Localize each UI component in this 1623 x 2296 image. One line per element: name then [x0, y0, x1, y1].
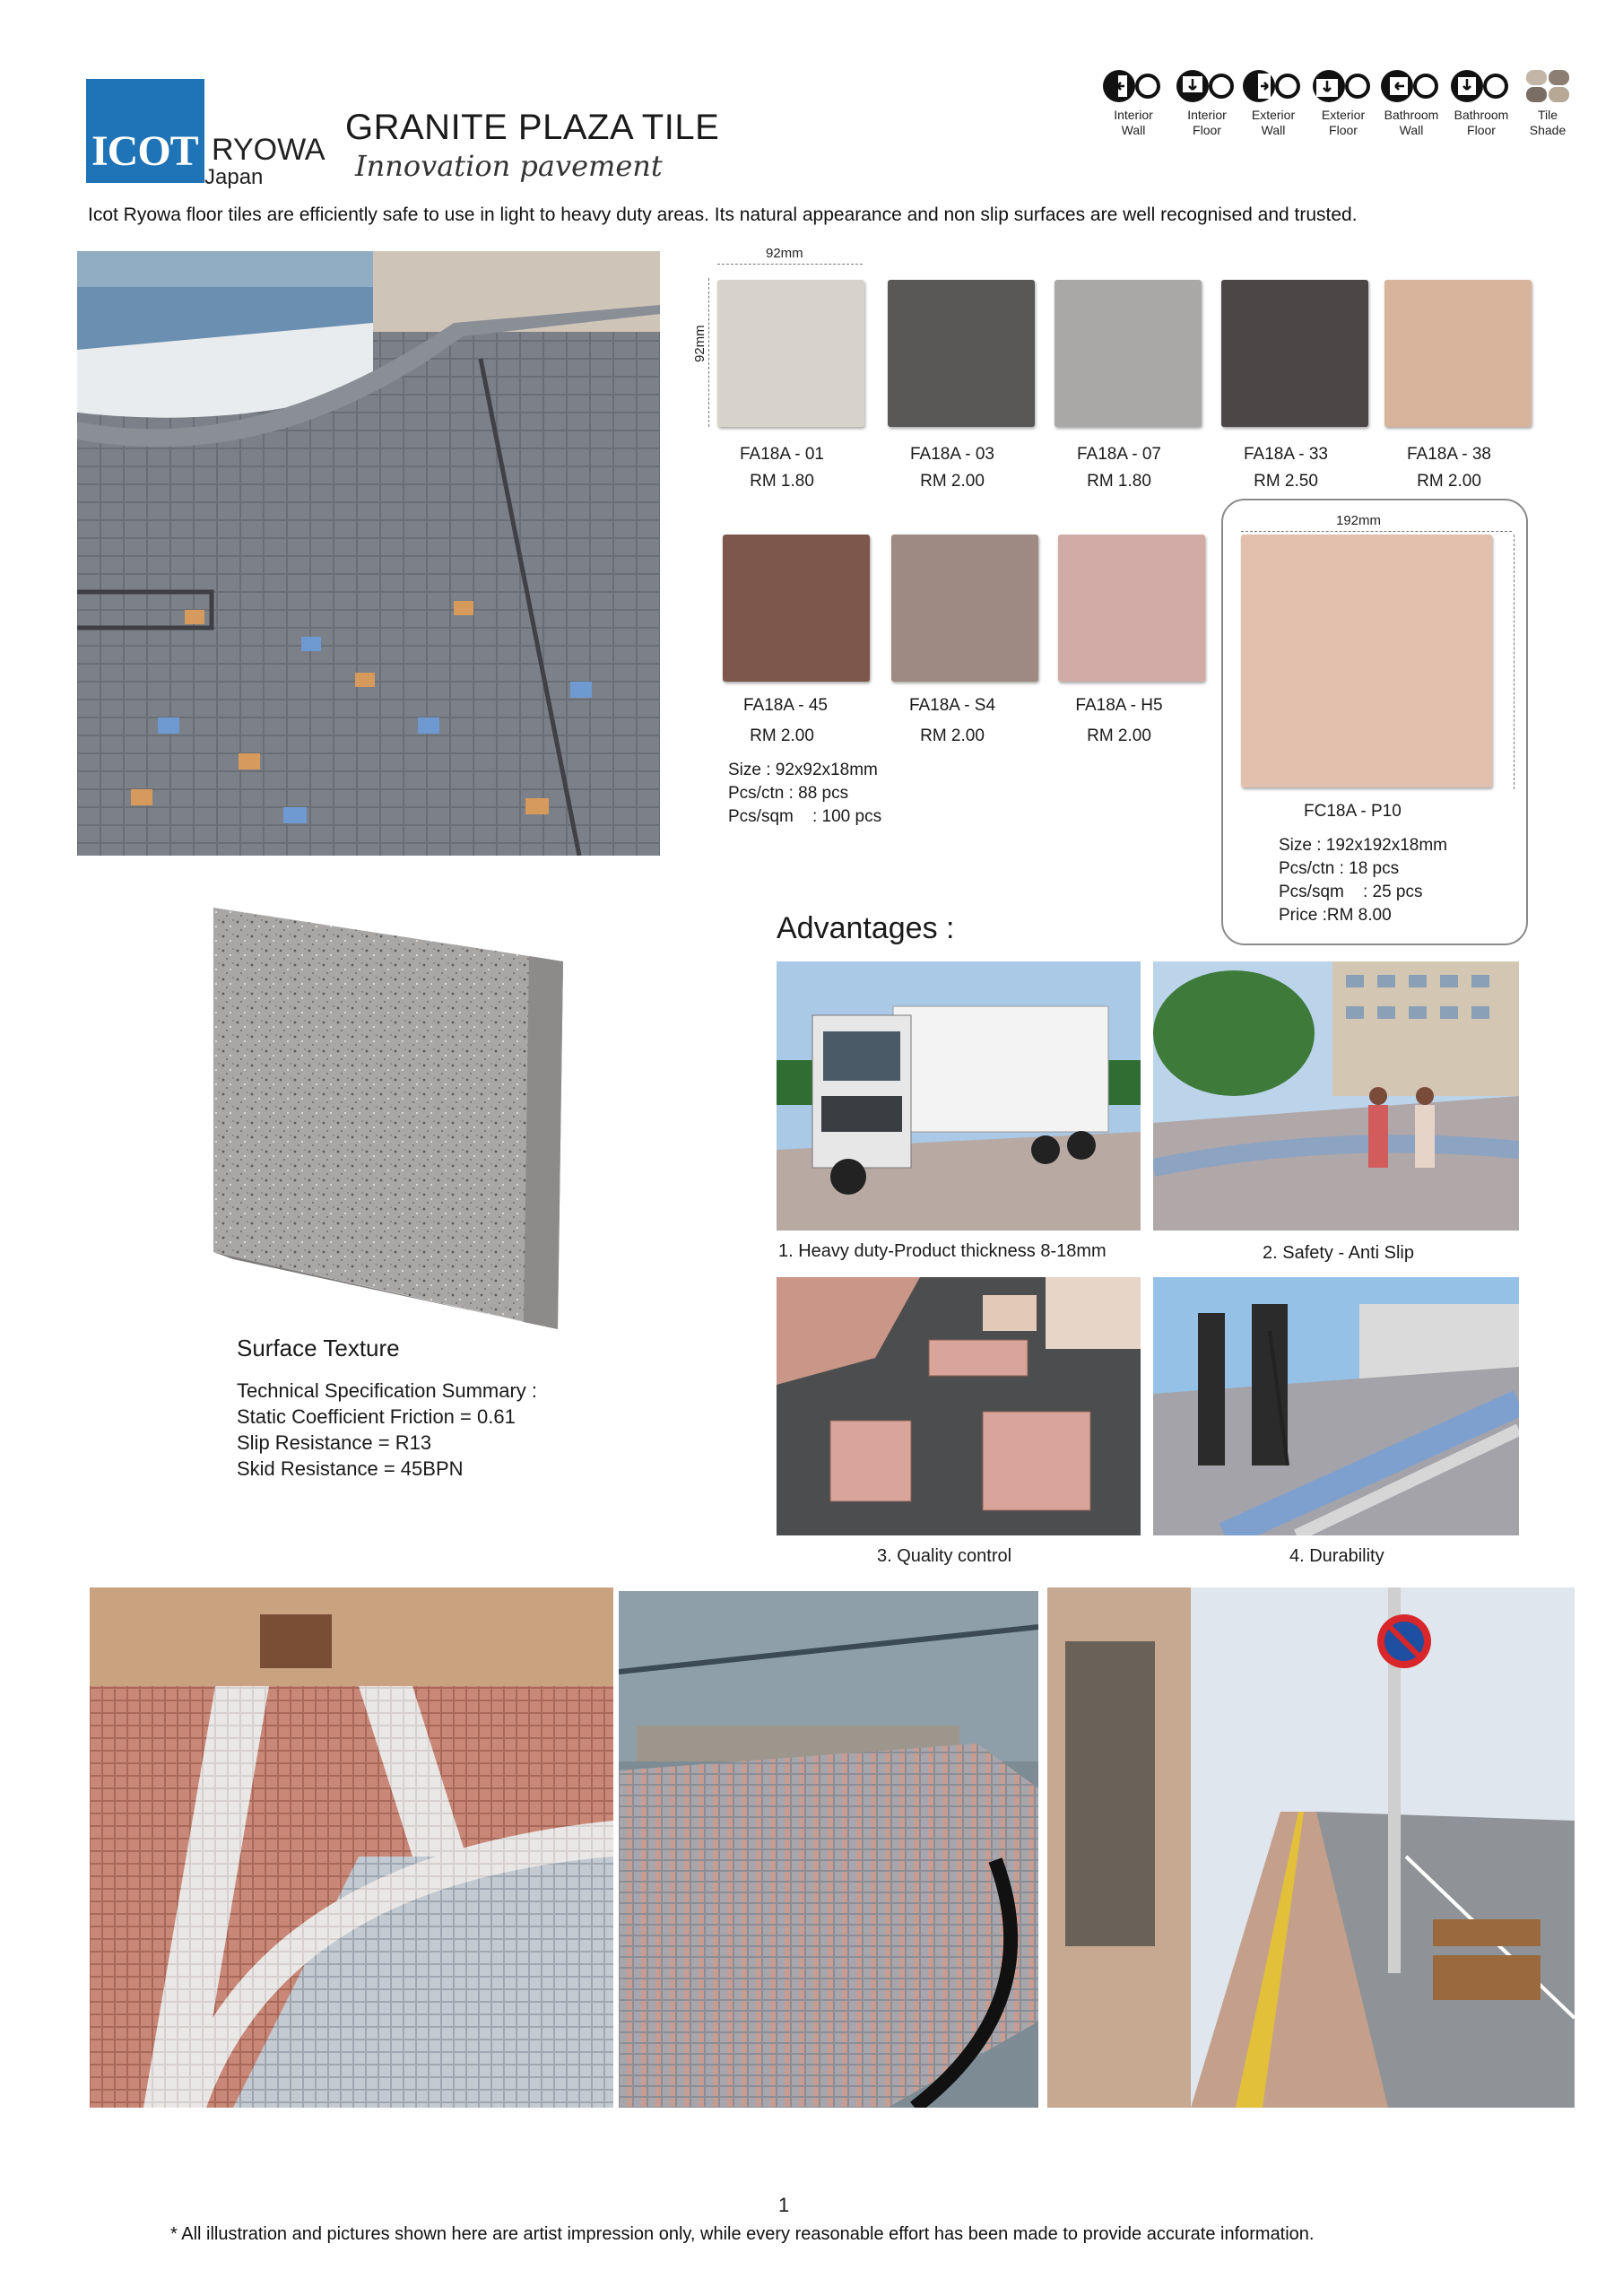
brand-country: Japan — [204, 165, 264, 189]
icon-label: Floor — [1329, 123, 1358, 137]
tile-code: FA18A - H5 — [1075, 696, 1163, 715]
large-tile-width-label: 192mm — [1336, 513, 1382, 528]
surface-texture-title: Surface Texture — [237, 1335, 400, 1361]
gallery-photo-courtyard — [90, 1587, 613, 2108]
icon-label: Shade — [1529, 123, 1567, 137]
intro-text: Icot Ryowa floor tiles are efficiently safe to use in light to heavy duty areas. Its natural appearance and non slip surfaces are well recognised and trusted. — [88, 204, 1358, 225]
large-tile-pcs-sqm: Pcs/sqm : 25 pcs — [1279, 883, 1423, 901]
icon-label: Floor — [1193, 123, 1221, 137]
quality-control-photo — [777, 1277, 1141, 1535]
icon-label: Interior — [1114, 108, 1153, 122]
usage-bathroom-wall — [1377, 68, 1445, 138]
logo-text: ICOT — [91, 127, 198, 175]
safety-photo — [1153, 961, 1519, 1231]
page-subtitle: Innovation pavement — [355, 149, 663, 183]
gallery-photo-walkway — [619, 1591, 1038, 2108]
icon-label: Bathroom — [1454, 108, 1509, 122]
plaza-photo — [77, 251, 660, 856]
icot-logo — [86, 79, 204, 183]
durability-photo — [1153, 1277, 1519, 1535]
tile-price: RM 2.00 — [750, 726, 814, 745]
large-tile-code: FC18A - P10 — [1304, 802, 1402, 821]
tile-code: FA18A - 03 — [909, 445, 994, 464]
tile-code: FA18A - 45 — [742, 696, 828, 715]
interior-wall-icon — [1101, 68, 1166, 104]
advantage-caption-1: 1. Heavy duty-Product thickness 8-18mm — [778, 1241, 1107, 1261]
usage-exterior-floor — [1309, 68, 1377, 138]
usage-exterior-wall — [1239, 68, 1307, 138]
interior-floor-icon — [1175, 68, 1239, 104]
technical-specs — [237, 1378, 537, 1482]
large-tile-specs — [1279, 834, 1447, 927]
tile-code: FA18A - 01 — [739, 445, 824, 464]
tile-texture-image — [206, 904, 565, 1335]
usage-tile-shade — [1514, 68, 1582, 138]
small-tile-pcs-sqm: Pcs/sqm : 100 pcs — [728, 807, 882, 826]
tile-code: FA18A - 38 — [1406, 445, 1491, 464]
height-dimension-line — [708, 278, 709, 427]
page-title: GRANITE PLAZA TILE — [345, 108, 720, 147]
spec-skid: Skid Resistance = 45BPN — [237, 1457, 464, 1480]
small-tile-specs — [728, 759, 881, 829]
disclaimer: * All illustration and pictures shown here are artist impression only, while every reasonable effort has been made to provide accurate information. — [170, 2224, 1315, 2244]
tile-swatch-fa18a-s4[interactable] — [891, 535, 1038, 682]
icon-label: Wall — [1121, 123, 1146, 137]
tile-swatch-fa18a-33[interactable] — [1221, 280, 1368, 427]
large-tile-pcs-ctn: Pcs/ctn : 18 pcs — [1279, 859, 1400, 878]
tile-code: FA18A - S4 — [908, 696, 996, 715]
large-width-dimension-line — [1241, 531, 1512, 532]
tile-height-label: 92mm — [692, 325, 707, 362]
tile-swatch-fc18a-p10[interactable] — [1241, 535, 1492, 787]
usage-bathroom-floor — [1447, 68, 1515, 138]
exterior-wall-icon — [1241, 68, 1306, 104]
advantages-title: Advantages : — [777, 911, 955, 945]
icon-label: Tile — [1537, 108, 1558, 122]
large-height-dimension-line — [1514, 535, 1515, 789]
tile-price: RM 2.00 — [920, 726, 985, 745]
brand-name: RYOWA — [212, 133, 325, 167]
advantage-caption-3: 3. Quality control — [877, 1546, 1012, 1566]
tile-price: RM 1.80 — [750, 472, 814, 491]
icon-label: Exterior — [1251, 108, 1296, 122]
tile-code: FA18A - 07 — [1076, 445, 1161, 464]
gallery-photo-street — [1047, 1587, 1575, 2108]
tile-swatch-fa18a-45[interactable] — [723, 535, 870, 682]
icon-label: Interior — [1187, 108, 1227, 122]
usage-interior-floor — [1173, 68, 1241, 138]
spec-slip: Slip Resistance = R13 — [237, 1431, 432, 1454]
tile-swatch-fa18a-h5[interactable] — [1058, 535, 1205, 682]
small-tile-size: Size : 92x92x18mm — [728, 761, 878, 779]
bathroom-wall-icon — [1379, 68, 1444, 104]
tile-price: RM 2.00 — [920, 472, 985, 491]
advantage-caption-4: 4. Durability — [1289, 1546, 1384, 1566]
exterior-floor-icon — [1311, 68, 1376, 104]
width-dimension-line — [717, 264, 863, 265]
icon-label: Exterior — [1321, 108, 1366, 122]
large-tile-price: Price :RM 8.00 — [1279, 906, 1392, 925]
tile-shade-icon — [1523, 68, 1573, 104]
tech-spec-title: Technical Specification Summary : — [237, 1379, 538, 1402]
spec-friction: Static Coefficient Friction = 0.61 — [237, 1405, 516, 1428]
tile-swatch-fa18a-38[interactable] — [1384, 280, 1532, 427]
large-tile-size: Size : 192x192x18mm — [1279, 836, 1447, 855]
bathroom-floor-icon — [1449, 68, 1514, 104]
small-tile-pcs-ctn: Pcs/ctn : 88 pcs — [728, 784, 849, 803]
truck-photo — [777, 961, 1141, 1231]
tile-price: RM 2.00 — [1417, 472, 1481, 491]
tile-price: RM 2.50 — [1254, 472, 1318, 491]
tile-price: RM 1.80 — [1087, 472, 1151, 491]
icon-label: Floor — [1467, 123, 1496, 137]
tile-swatch-fa18a-03[interactable] — [888, 280, 1035, 427]
tile-swatch-fa18a-07[interactable] — [1055, 280, 1202, 427]
icon-label: Wall — [1399, 123, 1424, 137]
icon-label: Wall — [1261, 123, 1286, 137]
icon-label: Bathroom — [1384, 108, 1439, 122]
tile-swatch-fa18a-01[interactable] — [717, 280, 864, 427]
page-number: 1 — [778, 2194, 790, 2216]
usage-interior-wall — [1099, 68, 1167, 138]
tile-price: RM 2.00 — [1087, 726, 1151, 745]
tile-code: FA18A - 33 — [1243, 445, 1328, 464]
tile-width-label: 92mm — [766, 246, 803, 261]
advantage-caption-2: 2. Safety - Anti Slip — [1263, 1243, 1414, 1263]
